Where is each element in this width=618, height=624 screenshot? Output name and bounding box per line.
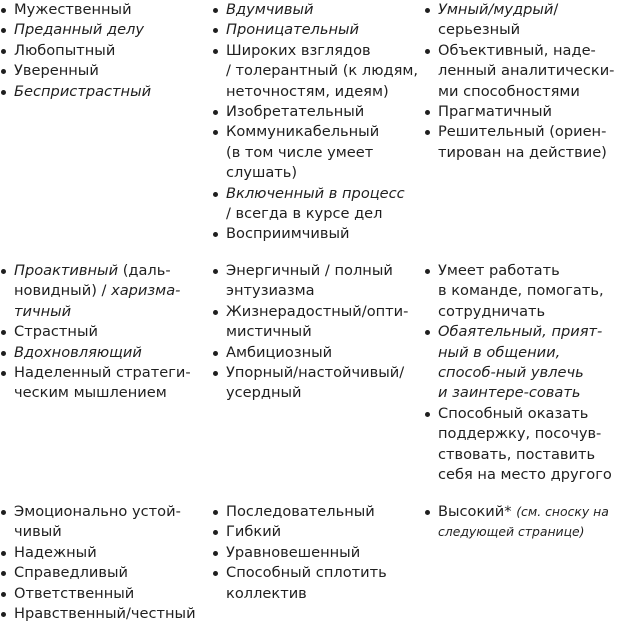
trait-item: [424, 261, 618, 322]
cell-row3-col1: [0, 502, 200, 624]
trait-text: Умеет работать в команде, помогать, сотрудничать: [438, 262, 604, 320]
trait-text: Прагматичный: [438, 103, 552, 121]
trait-item: [0, 20, 200, 40]
trait-text: Надежный: [14, 543, 97, 561]
trait-item: [0, 543, 200, 563]
trait-text: Жизнерадостный/опти-мистичный: [226, 302, 409, 341]
cell-row1-col2: [212, 0, 422, 245]
trait-text: Уравновешенный: [226, 543, 361, 561]
trait-text: Мужественный: [14, 1, 132, 18]
trait-item: [424, 404, 618, 486]
trait-text: Способный сплотить коллектив: [226, 564, 387, 602]
trait-text: Любопытный: [14, 41, 116, 59]
trait-list: [424, 0, 618, 163]
trait-item: [212, 343, 422, 363]
trait-item: [0, 61, 200, 81]
trait-item: [424, 322, 618, 404]
trait-item: [212, 41, 422, 102]
trait-text: Энергичный / полный энтузиазма: [226, 262, 393, 300]
trait-text: Наделенный стратеги-ческим мышлением: [14, 364, 191, 402]
trait-text: Восприимчивый: [226, 225, 350, 243]
trait-list: [424, 502, 618, 543]
trait-list: [424, 261, 618, 485]
trait-text: Умный/мудрый: [438, 1, 554, 18]
trait-item: [0, 82, 200, 102]
trait-text: Вдохновляющий: [14, 343, 142, 361]
trait-item: [0, 41, 200, 61]
trait-list: [212, 0, 422, 245]
trait-item: [212, 363, 422, 404]
trait-item: [212, 543, 422, 563]
footnote-reference: (см. сноску на следующей странице): [438, 504, 609, 540]
trait-item: [0, 502, 200, 543]
trait-item: [212, 502, 422, 522]
trait-text: Беспристрастный: [14, 82, 152, 100]
trait-text: Проницательный: [226, 21, 360, 39]
trait-item: [212, 563, 422, 604]
trait-text: Амбициозный: [226, 343, 333, 361]
trait-text: Включенный в процесс: [226, 184, 405, 202]
trait-text: / всегда в курсе дел: [226, 205, 383, 223]
trait-item: [212, 122, 422, 183]
trait-item: [0, 604, 200, 624]
trait-item: [0, 343, 200, 363]
trait-text: Изобретательный: [226, 103, 365, 121]
trait-list: [212, 261, 422, 404]
cell-row2-col2: [212, 261, 422, 404]
trait-item: [212, 302, 422, 343]
cell-row2-col1: [0, 261, 200, 404]
trait-text: Высокий*: [438, 503, 517, 520]
trait-item: [0, 322, 200, 342]
trait-item: [0, 563, 200, 583]
trait-item: [212, 20, 422, 40]
trait-text: / серьезный: [438, 1, 559, 39]
trait-text: (даль-новидный) /: [14, 262, 171, 300]
cell-row3-col3: [424, 502, 618, 543]
trait-text: Нравственный/честный: [14, 605, 196, 623]
trait-text: Уверенный: [14, 62, 99, 80]
trait-item: [424, 102, 618, 122]
trait-text: Страстный: [14, 323, 98, 341]
trait-list: [0, 0, 200, 102]
trait-item: [212, 522, 422, 542]
trait-list: [0, 261, 200, 404]
trait-list: [212, 502, 422, 604]
trait-text: Ответственный: [14, 584, 135, 602]
trait-text: Способный оказать поддержку, посочув-ствовать, поставить себя на место другого: [438, 404, 612, 484]
cell-row3-col2: [212, 502, 422, 604]
trait-item: [424, 41, 618, 102]
trait-text: Вдумчивый: [226, 1, 314, 18]
trait-text: Гибкий: [226, 523, 282, 541]
trait-item: [0, 0, 200, 20]
trait-text: Упорный/настойчивый/ усердный: [226, 364, 405, 402]
trait-item: [0, 363, 200, 404]
trait-item: [424, 0, 618, 41]
trait-text: Широких взглядов / толерантный (к людям, неточностям, идеям): [226, 41, 419, 100]
trait-item: [212, 224, 422, 244]
trait-text: Последовательный: [226, 503, 375, 520]
cell-row1-col1: [0, 0, 200, 102]
trait-text: Эмоционально устой-чивый: [14, 503, 181, 541]
trait-text: харизма-тичный: [14, 282, 181, 320]
cell-row1-col3: [424, 0, 618, 163]
trait-item: [212, 102, 422, 122]
trait-item: [212, 261, 422, 302]
trait-text: Проактивный: [14, 262, 119, 279]
trait-item: [424, 122, 618, 163]
trait-list: [0, 502, 200, 624]
trait-item: [212, 0, 422, 20]
trait-item: [424, 502, 618, 543]
trait-text: Обаятельный, прият-ный в общении, способ-ный увлечь и заинтере-совать: [438, 323, 603, 402]
trait-text: Объективный, наде-ленный аналитически-ми способностями: [438, 41, 615, 100]
trait-text: Решительный (ориен-тирован на действие): [438, 123, 607, 161]
trait-text: Коммуникабельный (в том числе умеет слушать): [226, 123, 380, 182]
trait-text: Преданный делу: [14, 21, 145, 39]
trait-item: [0, 261, 200, 322]
cell-row2-col3: [424, 261, 618, 485]
trait-item: [212, 184, 422, 225]
trait-text: Справедливый: [14, 564, 129, 582]
trait-item: [0, 584, 200, 604]
